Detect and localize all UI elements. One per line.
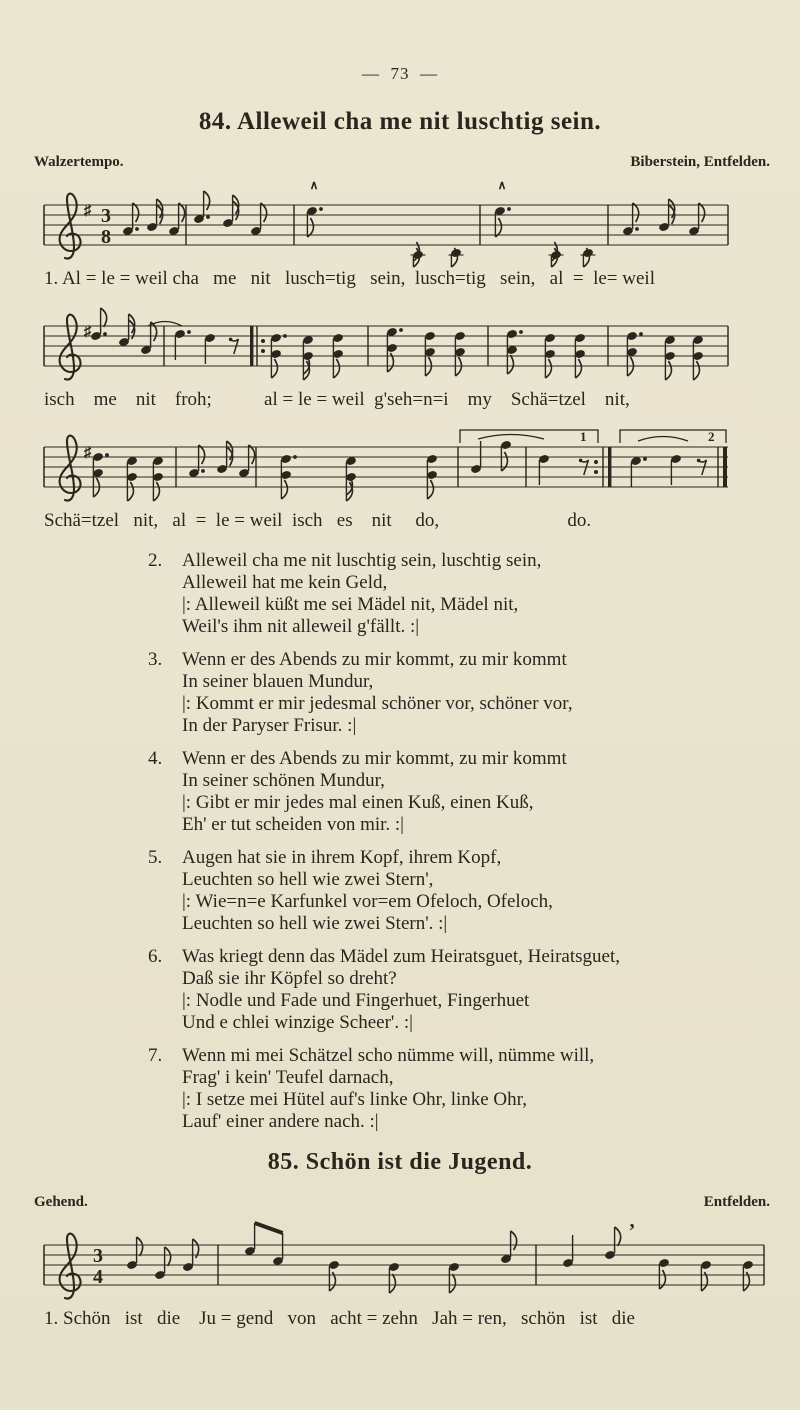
- note-flag: [507, 355, 513, 374]
- verse-line: |: Nodle und Fade und Fingerhuet, Fingerhuet: [182, 990, 530, 1011]
- verse-line: |: I setze mei Hütel auf's linke Ohr, linke Ohr,: [182, 1089, 527, 1110]
- staff-system: [36, 296, 800, 392]
- verse: [148, 1045, 800, 1133]
- note-flag: [699, 203, 705, 222]
- staff-system: [36, 417, 800, 513]
- note-flag: [179, 203, 185, 222]
- note-flag: [511, 1231, 517, 1250]
- note-flag: [133, 203, 139, 222]
- note-flag: [101, 308, 107, 327]
- note-flag: [633, 203, 639, 222]
- note: [411, 242, 426, 267]
- song-85-title: 85. Schön ist die Jugend.: [267, 1149, 533, 1175]
- note: [92, 452, 109, 497]
- verse-body: [182, 649, 573, 737]
- note: [386, 327, 403, 372]
- note: [122, 203, 139, 236]
- verse-line: Leuchten so hell wie zwei Stern'. :|: [182, 913, 448, 934]
- music-glyph: ♯: [84, 445, 92, 461]
- verse-line: Daß sie ihr Köpfel so dreht?: [182, 968, 397, 989]
- note-flag: [575, 359, 581, 378]
- verse: [148, 550, 800, 638]
- verse-line: Frag' i kein' Teufel darnach,: [182, 1067, 394, 1088]
- note: [449, 248, 464, 267]
- verse: [148, 649, 800, 737]
- tie-slur: [478, 435, 544, 440]
- note: [302, 335, 314, 380]
- verse-line: In der Paryser Frisur. :|: [182, 715, 357, 736]
- treble-clef-icon: [60, 1234, 81, 1299]
- note: [168, 203, 185, 236]
- note: [658, 1258, 670, 1289]
- verse-line: In seiner schönen Mundur,: [182, 770, 385, 791]
- verse-line: In seiner blauen Mundur,: [182, 671, 374, 692]
- verse-body: [182, 1045, 594, 1133]
- song-84-marks: [0, 154, 800, 171]
- treble-clef-icon: [60, 194, 81, 259]
- staves-85: [0, 1215, 800, 1330]
- treble-clef-icon: [60, 436, 81, 501]
- staff-system: [36, 1215, 800, 1311]
- note: [538, 454, 550, 485]
- note-flag: [545, 359, 551, 378]
- note: [664, 335, 676, 380]
- verse: [148, 847, 800, 935]
- song-84-section: [0, 108, 800, 1133]
- music-glyph: 8: [101, 226, 111, 248]
- treble-clef-icon: [60, 315, 81, 380]
- verse-line: Eh' er tut scheiden von mir. :|: [182, 814, 404, 835]
- note-flag: [333, 359, 339, 378]
- note-flag: [449, 1274, 455, 1293]
- note-flag: [281, 480, 287, 499]
- verse-line: |: Alleweil küßt me sei Mädel nit, Mädel nit,: [182, 594, 519, 615]
- note-flag: [249, 445, 255, 464]
- verse-line: Wenn er des Abends zu mir kommt, zu mir kommt: [182, 649, 567, 670]
- verse-line: Lauf' einer andere nach. :|: [182, 1111, 379, 1132]
- verse-number: 7.: [148, 1045, 163, 1066]
- note-flag: [389, 1274, 395, 1293]
- music-glyph: 3: [101, 205, 111, 227]
- note: [118, 314, 135, 347]
- note-flag: [615, 1227, 621, 1246]
- repeat-start-barline: [250, 326, 253, 366]
- music-glyph: 3: [93, 1245, 103, 1267]
- repeat-end-barline: [608, 447, 611, 487]
- verse-line: |: Wie=n=e Karfunkel vor=em Ofeloch, Ofeloch,: [182, 891, 553, 912]
- lyric-line: isch me nit froh; al = le = weil g'seh=n=i my Schä=tzel nit,: [44, 389, 630, 410]
- note-flag: [127, 482, 133, 501]
- verse-line: Und e chlei winzige Scheer'. :|: [182, 1012, 413, 1033]
- verse-line: |: Gibt er mir jedes mal einen Kuß, einen Kuß,: [182, 792, 534, 813]
- verse-line: Was kriegt denn das Mädel zum Heiratsguet, Heiratsguet,: [182, 946, 620, 967]
- lyric-line: 1. Al = le = weil cha me nit lusch=tig sein, lusch=tig sein, al = le= weil: [44, 268, 655, 289]
- music-glyph: 1: [580, 429, 587, 444]
- note-flag: [307, 218, 313, 237]
- verse-line: Wenn er des Abends zu mir kommt, zu mir kommt: [182, 748, 567, 769]
- note: [622, 203, 639, 236]
- tie-slur: [638, 437, 688, 442]
- beam: [255, 1223, 283, 1233]
- note: [244, 1223, 256, 1256]
- staff-system: [36, 175, 800, 271]
- music-glyph: ♯: [84, 203, 92, 219]
- verse-line: Alleweil cha me nit luschtig sein, luschtig sein,: [182, 550, 542, 571]
- note-flag: [495, 218, 501, 237]
- song-84-title: 84. Alleweil cha me nit luschtig sein.: [198, 108, 602, 135]
- music-staff: [36, 1215, 772, 1311]
- song-85-section: [0, 1149, 800, 1330]
- verse-line: |: Kommt er mir jedesmal schöner vor, schöner vor,: [182, 693, 573, 714]
- music-glyph: ♯: [84, 324, 92, 340]
- note: [204, 333, 216, 364]
- note: [140, 322, 157, 355]
- verses-84: [148, 550, 800, 1133]
- note: [692, 335, 704, 380]
- note: [688, 203, 705, 236]
- note-flag: [693, 361, 699, 380]
- verse-line: Weil's ihm nit alleweil g'fällt. :|: [182, 616, 420, 637]
- music-staff: [36, 175, 736, 271]
- note: [345, 456, 357, 501]
- note-flag: [659, 1270, 665, 1289]
- note-flag: [427, 480, 433, 499]
- attribution-84: Biberstein, Entfelden.: [630, 154, 770, 170]
- note: [193, 191, 210, 224]
- verse: [148, 748, 800, 836]
- verse-number: 5.: [148, 847, 163, 868]
- music-staff: [36, 296, 736, 392]
- note: [500, 440, 512, 471]
- note: [454, 331, 466, 376]
- tempo-marking-84: Walzertempo.: [34, 154, 124, 170]
- note: [238, 445, 255, 478]
- note-flag: [137, 1237, 143, 1256]
- final-barline: [723, 447, 727, 487]
- note-flag: [204, 191, 210, 210]
- note-flag: [501, 452, 507, 471]
- note-flag: [261, 203, 267, 222]
- music-glyph: 4: [93, 1266, 103, 1288]
- verse-body: [182, 946, 620, 1034]
- tempo-marking-85: Gehend.: [34, 1194, 88, 1210]
- note-flag: [199, 445, 205, 464]
- verse-line: Augen hat sie in ihrem Kopf, ihrem Kopf,: [182, 847, 502, 868]
- lyric-line: 1. Schön ist die Ju = gend von acht = zehn Jah = ren, schön ist die: [44, 1308, 635, 1329]
- note: [549, 242, 564, 267]
- note: [222, 195, 239, 228]
- note: [126, 456, 138, 501]
- note: [448, 1262, 460, 1293]
- note: [581, 248, 596, 267]
- verse-number: 4.: [148, 748, 163, 769]
- music-glyph: 2: [708, 429, 715, 444]
- music-staff: [36, 417, 736, 513]
- attribution-85: Entfelden.: [703, 1194, 770, 1210]
- note: [152, 456, 164, 501]
- song-85-marks: [0, 1194, 800, 1211]
- staves-84: [0, 175, 800, 532]
- note: [630, 456, 647, 487]
- verse-number: 6.: [148, 946, 163, 967]
- note: [670, 454, 682, 485]
- note: [500, 1231, 517, 1264]
- music-glyph: ’: [628, 1220, 636, 1242]
- verse-number: 2.: [148, 550, 163, 571]
- note: [424, 331, 436, 376]
- verse-line: Wenn mi mei Schätzel scho nümme will, nümme will,: [182, 1045, 595, 1066]
- verse-line: Leuchten so hell wie zwei Stern',: [182, 869, 434, 890]
- lyric-line: Schä=tzel nit, al = le = weil isch es nit do, do.: [44, 510, 592, 531]
- note: [188, 445, 205, 478]
- page-number: — 73 —: [362, 64, 438, 83]
- verse-number: 3.: [148, 649, 163, 670]
- verse: [148, 946, 800, 1034]
- note: [626, 331, 643, 376]
- note-flag: [165, 1247, 171, 1266]
- note: [494, 206, 511, 237]
- note: [388, 1262, 400, 1293]
- note: [250, 203, 267, 236]
- verse-body: [182, 847, 553, 935]
- note: [562, 1235, 574, 1268]
- verse-body: [182, 550, 541, 638]
- verse-line: Alleweil hat me kein Geld,: [182, 572, 388, 593]
- note-flag: [153, 482, 159, 501]
- note-flag: [271, 359, 277, 378]
- note: [272, 1233, 284, 1266]
- note: [306, 206, 323, 237]
- note: [174, 329, 191, 360]
- music-glyph: ∧: [497, 178, 507, 192]
- note-flag: [665, 361, 671, 380]
- verse-body: [182, 748, 567, 836]
- music-glyph: ∧: [309, 178, 319, 192]
